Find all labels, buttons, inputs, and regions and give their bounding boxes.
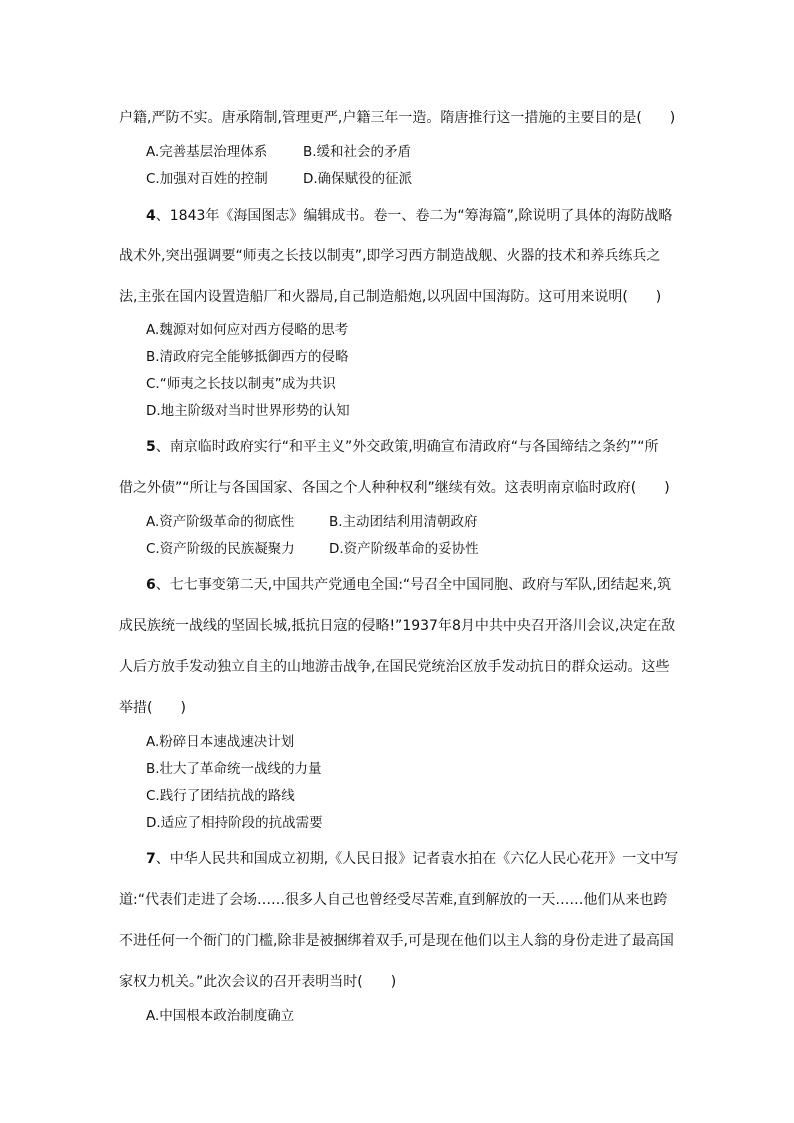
q4-text1: 、1843年《海国图志》编辑成书。卷一、卷二为“筹海篇”,除说明了具体的海防战略 bbox=[155, 208, 673, 224]
q5-text1: 、南京临时政府实行“和平主义”外交政策,明确宣布清政府“与各国缔结之条约”“所 bbox=[155, 439, 659, 455]
q4-stem-line1 bbox=[146, 206, 672, 226]
q7-stem-line1 bbox=[146, 849, 678, 869]
q6-stem-line3: 人后方放手发动独立自主的山地游击战争,在国民党统治区放手发动抗日的群众运动。这些 bbox=[119, 659, 670, 675]
q4-option-d: D.地主阶级对当时世界形势的认知 bbox=[146, 403, 350, 419]
q4-stem-line2: 战术外,突出强调要“师夷之长技以制夷”,即学习西方制造战舰、火器的技术和养兵练兵之 bbox=[119, 248, 661, 264]
q6-text1: 、七七事变第二天,中国共产党通电全国:“号召全中国同胞、政府与军队,团结起来,筑 bbox=[155, 577, 672, 593]
q4-option-a: A.魏源对如何应对西方侵略的思考 bbox=[146, 322, 349, 338]
q4-stem-line3: 法,主张在国内设置造船厂和火器局,自己制造船炮,以巩固中国海防。这可用来说明( ) bbox=[119, 289, 662, 305]
q3-option-c: C.加强对百姓的控制 bbox=[146, 171, 268, 187]
q5-option-a: A.资产阶级革命的彻底性 bbox=[146, 514, 295, 530]
q5-number: 5 bbox=[146, 439, 156, 455]
q5-stem-line2: 借之外债”“所让与各国国家、各国之个人种种权利”继续有效。这表明南京临时政府( ) bbox=[119, 480, 670, 496]
q6-option-a: A.粉碎日本速战速决计划 bbox=[146, 734, 295, 750]
q6-option-d: D.适应了相持阶段的抗战需要 bbox=[146, 815, 323, 831]
q5-option-d: D.资产阶级革命的妥协性 bbox=[329, 541, 479, 557]
q4-option-b: B.清政府完全能够抵御西方的侵略 bbox=[146, 349, 349, 365]
q7-text1: 、中华人民共和国成立初期,《人民日报》记者袁水拍在《六亿人民心花开》一文中写 bbox=[155, 851, 679, 867]
q3-option-a: A.完善基层治理体系 bbox=[146, 144, 268, 160]
q6-number: 6 bbox=[146, 577, 156, 593]
q7-stem-line3: 不进任何一个衙门的门槛,除非是被捆绑着双手,可是现在他们以主人翁的身份走进了最高国 bbox=[119, 933, 674, 949]
q6-option-c: C.践行了团结抗战的路线 bbox=[146, 788, 295, 804]
q4-option-c: C.“师夷之长技以制夷”成为共识 bbox=[146, 376, 336, 392]
q7-option-a: A.中国根本政治制度确立 bbox=[146, 1008, 295, 1024]
q3-option-b: B.缓和社会的矛盾 bbox=[303, 144, 412, 160]
q7-number: 7 bbox=[146, 851, 156, 867]
q5-option-c: C.资产阶级的民族凝聚力 bbox=[146, 541, 295, 557]
q5-option-b: B.主动团结利用清朝政府 bbox=[329, 514, 478, 530]
q7-stem-line4: 家权力机关。”此次会议的召开表明当时( ) bbox=[119, 974, 397, 990]
q6-stem-line2: 成民族统一战线的坚固长城,抵抗日寇的侵略!”1937年8月中共中央召开洛川会议,决定在敌 bbox=[119, 618, 676, 634]
q7-stem-line2: 道:“代表们走进了会场……很多人自己也曾经受尽苦难,直到解放的一天……他们从来也跨 bbox=[119, 892, 668, 908]
q3-option-d: D.确保赋役的征派 bbox=[303, 171, 413, 187]
q6-stem-line4: 举措( ) bbox=[119, 700, 186, 716]
q5-stem-line1 bbox=[146, 437, 658, 457]
q6-option-b: B.壮大了革命统一战线的力量 bbox=[146, 761, 322, 777]
q4-number: 4 bbox=[146, 208, 156, 224]
q6-stem-line1 bbox=[146, 575, 671, 595]
q3-stem-tail: 户籍,严防不实。唐承隋制,管理更严,户籍三年一造。隋唐推行这一措施的主要目的是( ) bbox=[119, 110, 676, 126]
